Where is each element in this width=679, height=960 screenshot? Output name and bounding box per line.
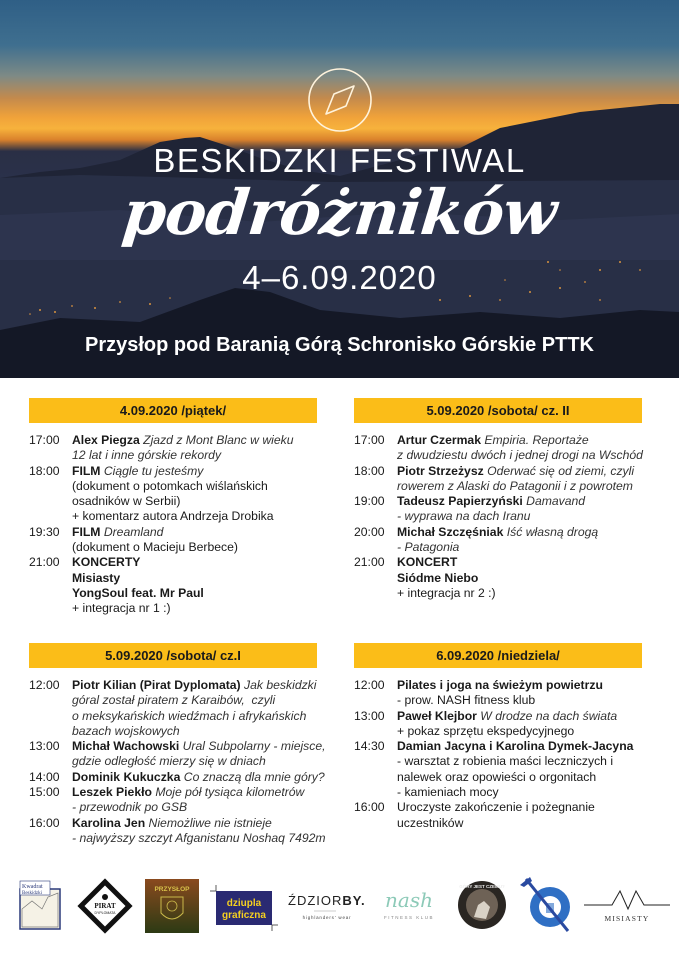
event-title: z dwudziestu dwóch i jednej drogi na Wschód: [397, 448, 643, 463]
event-note: (dokument o Macieju Berbece): [72, 540, 238, 555]
event-line: [72, 754, 329, 769]
schedule-event: [29, 555, 329, 616]
event-line: [72, 724, 329, 739]
event-speaker: YongSoul feat. Mr Paul: [72, 585, 204, 600]
event-note: - warsztat z robienia maści leczniczych i: [397, 754, 614, 769]
event-time: 12:00: [29, 678, 60, 692]
schedule-event: [29, 678, 329, 739]
event-time: 21:00: [29, 555, 60, 570]
festival-location: Przysłop pod Baranią Górą Schronisko Górskie PTTK: [84, 334, 594, 356]
event-speaker: Pilates i joga na świeżym powietrzu: [397, 678, 603, 692]
event-note: - kamieniach mocy: [397, 785, 499, 800]
event-line: [72, 464, 329, 479]
schedule-event: [29, 525, 329, 556]
event-speaker: Leszek Piekło: [72, 785, 152, 800]
logo-gory-jest-czemu: [456, 879, 508, 931]
event-list: [354, 678, 654, 831]
logo-text: PRZYSŁOP: [154, 886, 190, 893]
event-description: [72, 525, 329, 556]
event-line: [397, 464, 654, 479]
event-line: [397, 479, 654, 494]
schedule-event: [354, 555, 654, 601]
event-time: 18:00: [354, 463, 385, 478]
logo-text: highlanders' wear: [302, 915, 352, 920]
event-speaker: Siódme Niebo: [397, 570, 479, 585]
event-description: [397, 433, 654, 464]
event-title: Ciągle tu jesteśmy: [100, 463, 204, 478]
event-line: [72, 739, 329, 754]
event-speaker: Paweł Klejbor: [397, 708, 477, 723]
event-line: [72, 785, 329, 800]
logo-dziupla-graficzna: [208, 885, 278, 931]
event-speaker: Piotr Strzeżysz: [397, 463, 484, 478]
event-speaker: Dominik Kukuczka: [72, 769, 181, 784]
schedule-event: [29, 739, 329, 770]
event-line: [72, 509, 329, 524]
event-time: 13:00: [29, 739, 60, 754]
event-description: [397, 464, 654, 495]
event-line: [72, 525, 329, 540]
event-time: 20:00: [354, 524, 385, 539]
event-speaker: Tadeusz Papierzyński: [397, 494, 523, 509]
event-title: Empiria. Reportaże: [481, 433, 589, 447]
logo-zdziorby: [286, 891, 368, 925]
logo-climbing-club: [516, 875, 578, 935]
event-speaker: KONCERTY: [72, 555, 141, 570]
event-line: [397, 540, 654, 555]
event-note: Uroczyste zakończenie i pożegnanie: [397, 800, 595, 815]
event-title: - przewodnik po GSB: [72, 800, 188, 815]
event-time: 12:00: [354, 678, 385, 692]
schedule-event: [354, 494, 654, 525]
event-line: [72, 433, 329, 448]
event-line: [397, 571, 654, 586]
event-description: [397, 800, 654, 831]
schedule-event: [354, 525, 654, 556]
event-title: gdzie odległość mierzy się w dniach: [72, 754, 266, 769]
schedule-event: [29, 770, 329, 785]
festival-title: BESKIDZKI FESTIWAL: [153, 142, 526, 179]
event-line: [397, 739, 654, 754]
logo-text: graficzna: [222, 910, 266, 921]
event-line: [72, 816, 329, 831]
event-line: [72, 770, 329, 785]
event-title: Co znaczą dla mnie góry?: [180, 769, 325, 784]
event-line: [397, 678, 654, 693]
event-time: 13:00: [354, 708, 385, 723]
event-line: [397, 693, 654, 708]
event-speaker: Alex Piegza: [72, 433, 140, 447]
event-note: nalewek oraz opowieści o orgonitach: [397, 769, 597, 784]
event-line: [397, 448, 654, 463]
event-speaker: Artur Czermak: [397, 433, 481, 447]
event-title: Iść własną drogą: [503, 524, 599, 539]
event-line: [397, 555, 654, 570]
event-line: [72, 678, 329, 693]
event-speaker: FILM: [72, 524, 101, 539]
event-title: rowerem z Alaski do Patagonii i z powrotem: [397, 478, 633, 493]
day-schedule-saturday-part1: [29, 643, 329, 846]
day-heading: 5.09.2020 /sobota/ cz.I: [29, 643, 317, 668]
event-title: o meksykańskich wiedźmach i afrykańskich: [72, 708, 307, 723]
compass-icon: [306, 66, 374, 134]
event-title: Zjazd z Mont Blanc w wieku: [139, 433, 294, 447]
logo-text: PIRAT: [94, 902, 116, 910]
schedule-event: [29, 785, 329, 816]
schedule-event: [354, 678, 654, 709]
event-note: - prow. NASH fitness klub: [397, 693, 536, 708]
schedule-event: [29, 816, 329, 847]
event-line: [72, 479, 329, 494]
event-note: + integracja nr 2 :): [397, 585, 496, 600]
logo-text: ŹDZIOR: [288, 893, 343, 908]
logo-text: GÓRY JEST CZEMU?: [459, 884, 505, 889]
logo-text: Beskidzki: [22, 891, 42, 896]
event-title: Moje pół tysiąca kilometrów: [151, 785, 305, 800]
event-title: Dreamland: [100, 524, 164, 539]
event-line: [72, 494, 329, 509]
logo-text: BY.: [342, 893, 366, 908]
logo-text: nash: [385, 889, 433, 912]
event-note: uczestników: [397, 815, 464, 830]
logo-text: DYPLOMATA: [94, 911, 116, 915]
svg-text:ŹDZIORBY.: [288, 893, 366, 908]
event-time: 18:00: [29, 463, 60, 478]
logo-nash-fitness: [374, 889, 444, 925]
event-note: osadników w Serbii): [72, 494, 181, 509]
event-title: - Patagonia: [397, 540, 460, 555]
festival-subtitle: podróżników: [119, 176, 560, 249]
event-note: (dokument o potomkach wiślańskich: [72, 478, 268, 493]
event-time: 15:00: [29, 785, 60, 800]
event-time: 14:00: [29, 769, 60, 784]
logo-przyslop: [145, 879, 199, 933]
logo-text: dziupla: [226, 898, 262, 909]
event-line: [397, 816, 654, 831]
event-line: [397, 525, 654, 540]
event-speaker: Damian Jacyna i Karolina Dymek-Jacyna: [397, 739, 634, 754]
event-time: 16:00: [354, 800, 385, 815]
event-time: 17:00: [354, 433, 385, 447]
event-description: [72, 770, 329, 785]
event-description: [72, 739, 329, 770]
event-line: [397, 770, 654, 785]
event-title: - najwyższy szczyt Afganistanu Noshaq 7492m: [72, 830, 326, 845]
schedule-event: [29, 433, 329, 464]
schedule-event: [354, 800, 654, 831]
event-title: W drodze na dach świata: [476, 708, 618, 723]
event-title: bazach wojskowych: [72, 723, 180, 738]
event-title: Jak beskidzki: [240, 678, 317, 692]
event-line: [397, 709, 654, 724]
logo-misiasty: [584, 889, 672, 929]
logo-text: FITNESS KLUB: [383, 915, 435, 920]
event-description: [72, 464, 329, 525]
event-title: 12 lat i inne górskie rekordy: [72, 448, 222, 463]
event-line: [397, 724, 654, 739]
logo-text: MISIASTY: [604, 914, 650, 923]
schedule-event: [354, 739, 654, 800]
event-line: [72, 571, 329, 586]
logo-text: Kwadrat: [22, 884, 43, 890]
event-list: [354, 433, 654, 601]
event-line: [72, 800, 329, 815]
event-line: [72, 693, 329, 708]
event-line: [397, 754, 654, 769]
event-title: - wyprawa na dach Iranu: [397, 509, 531, 524]
event-time: 17:00: [29, 433, 60, 447]
event-description: [397, 555, 654, 601]
event-speaker: Karolina Jen: [72, 815, 146, 830]
day-heading: 4.09.2020 /piątek/: [29, 398, 317, 423]
event-description: [72, 555, 329, 616]
schedule-event: [354, 709, 654, 740]
event-line: [72, 448, 329, 463]
event-title: Damavand: [522, 494, 586, 509]
event-description: [397, 709, 654, 740]
event-title: góral został piratem z Karaibów, czyli: [72, 693, 276, 708]
event-line: [72, 586, 329, 601]
event-speaker: Piotr Kilian (Pirat Dyplomata): [72, 678, 241, 692]
logo-kwadrat-beskidzki: [18, 879, 66, 931]
event-description: [72, 678, 329, 739]
day-schedule-friday: [29, 398, 329, 617]
event-note: + pokaz sprzętu ekspedycyjnego: [397, 723, 575, 738]
event-description: [72, 816, 329, 847]
event-description: [72, 785, 329, 816]
event-title: Niemożliwe nie istnieje: [145, 815, 272, 830]
event-line: [72, 540, 329, 555]
event-time: 21:00: [354, 555, 385, 570]
day-schedule-saturday-part2: [354, 398, 654, 601]
event-line: [72, 601, 329, 616]
event-speaker: KONCERT: [397, 555, 458, 570]
event-line: [72, 831, 329, 846]
day-schedule-sunday: [354, 643, 654, 831]
event-line: [397, 509, 654, 524]
event-title: Oderwać się od ziemi, czyli: [483, 463, 635, 478]
event-note: + integracja nr 1 :): [72, 601, 171, 616]
event-time: 19:30: [29, 524, 60, 539]
event-note: + komentarz autora Andrzeja Drobika: [72, 509, 274, 524]
event-speaker: Misiasty: [72, 570, 121, 585]
day-heading: 6.09.2020 /niedziela/: [354, 643, 642, 668]
event-line: [397, 800, 654, 815]
schedule-event: [354, 433, 654, 464]
event-description: [397, 525, 654, 556]
event-list: [29, 678, 329, 846]
event-line: [397, 586, 654, 601]
event-time: 14:30: [354, 739, 385, 754]
event-description: [397, 494, 654, 525]
event-speaker: Michał Wachowski: [72, 739, 180, 754]
event-time: 16:00: [29, 815, 60, 830]
event-speaker: FILM: [72, 463, 101, 478]
event-list: [29, 433, 329, 617]
event-speaker: Michał Szczęśniak: [397, 524, 504, 539]
event-description: [397, 678, 654, 709]
event-description: [72, 433, 329, 464]
event-line: [397, 785, 654, 800]
event-line: [397, 433, 654, 448]
event-title: Ural Subpolarny - miejsce,: [179, 739, 326, 754]
festival-dates: 4–6.09.2020: [242, 259, 437, 296]
sponsor-logos: [0, 875, 679, 935]
logo-pirat-dyplomata: [76, 877, 134, 935]
hero-banner: [0, 0, 679, 378]
event-time: 19:00: [354, 494, 385, 509]
event-line: [72, 555, 329, 570]
event-description: [397, 739, 654, 800]
schedule-event: [29, 464, 329, 525]
day-heading: 5.09.2020 /sobota/ cz. II: [354, 398, 642, 423]
event-line: [397, 494, 654, 509]
schedule-event: [354, 464, 654, 495]
event-line: [72, 709, 329, 724]
